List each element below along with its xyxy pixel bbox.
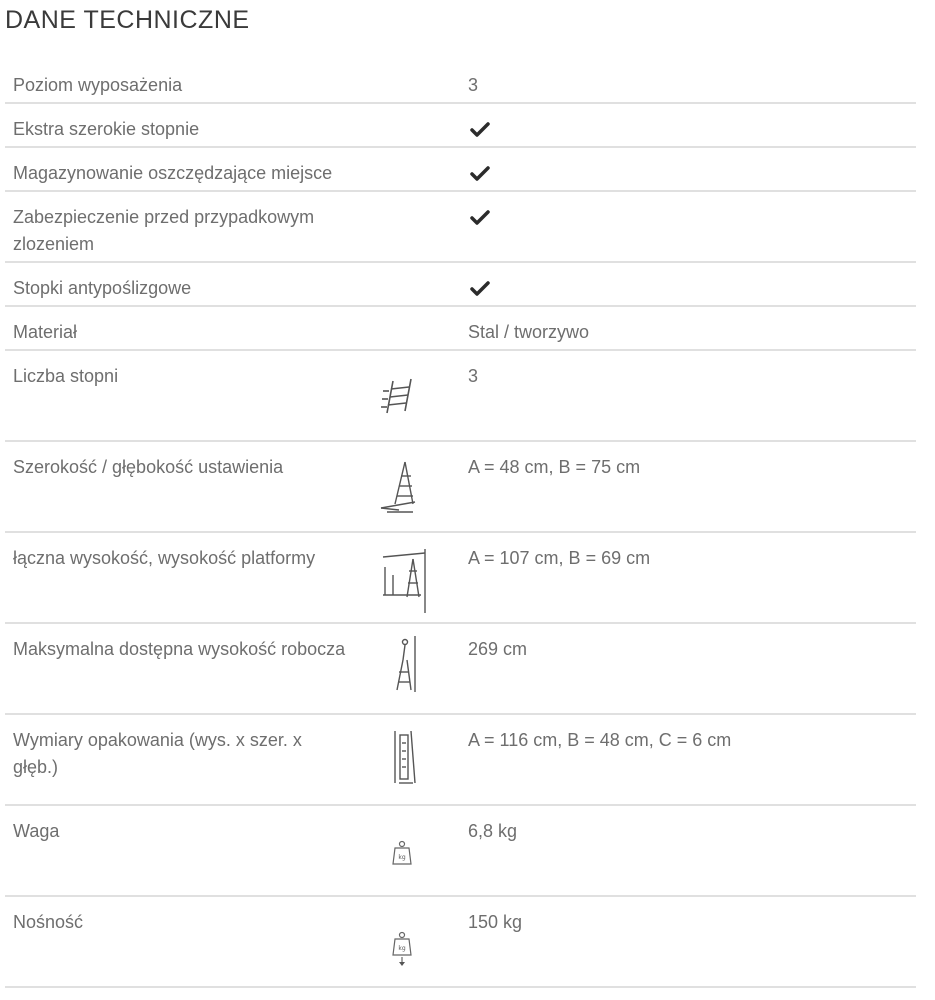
spec-value: 6,8 kg [468, 821, 518, 841]
working-height-icon [373, 630, 427, 710]
table-row [5, 60, 916, 104]
spec-value: Stal / tworzywo [468, 322, 590, 342]
spec-value: 269 cm [468, 639, 528, 659]
ladder-footprint-icon [373, 448, 427, 528]
table-row [5, 104, 916, 148]
spec-value: A = 107 cm, B = 69 cm [468, 548, 651, 568]
spec-label: Waga [13, 821, 60, 841]
spec-table [5, 60, 916, 988]
ladder-steps-icon [373, 357, 427, 437]
spec-value: A = 116 cm, B = 48 cm, C = 6 cm [468, 730, 732, 750]
table-row [5, 715, 916, 806]
spec-label: Wymiary opakowania (wys. x szer. x głęb.) [13, 730, 302, 777]
table-row [5, 307, 916, 351]
load-capacity-icon [373, 903, 427, 983]
spec-label: Maksymalna dostępna wysokość robocza [13, 639, 346, 659]
spec-value: A = 48 cm, B = 75 cm [468, 457, 641, 477]
weight-icon [373, 812, 427, 892]
spec-value: 150 kg [468, 912, 523, 932]
spec-label: Nośność [13, 912, 84, 932]
checkmark-icon [470, 209, 490, 227]
spec-label: Szerokość / głębokość ustawienia [13, 457, 284, 477]
spec-label: Materiał [13, 322, 78, 342]
spec-label: łączna wysokość, wysokość platformy [13, 548, 316, 568]
svg-text:kg: kg [398, 854, 406, 861]
page-title: DANE TECHNICZNE [5, 6, 250, 34]
svg-text:kg: kg [398, 945, 406, 952]
spec-label: Stopki antypoślizgowe [13, 278, 192, 298]
checkmark-icon [470, 165, 490, 183]
table-row [5, 897, 916, 988]
table-row [5, 263, 916, 307]
ladder-height-icon [373, 537, 427, 617]
checkmark-icon [470, 121, 490, 139]
package-dimensions-icon [373, 721, 427, 801]
spec-value: 3 [468, 75, 479, 95]
spec-label: Liczba stopni [13, 366, 119, 386]
table-row [5, 351, 916, 442]
spec-label: Magazynowanie oszczędzające miejsce [13, 163, 333, 183]
spec-label: Ekstra szerokie stopnie [13, 119, 200, 139]
spec-value: 3 [468, 366, 479, 386]
table-row [5, 624, 916, 715]
table-row [5, 192, 916, 263]
table-row [5, 148, 916, 192]
table-row [5, 442, 916, 533]
table-row [5, 533, 916, 624]
spec-label: Poziom wyposażenia [13, 75, 183, 95]
table-row [5, 806, 916, 897]
checkmark-icon [470, 280, 490, 298]
spec-label: Zabezpieczenie przed przypadkowym zlozeniem [13, 207, 315, 254]
